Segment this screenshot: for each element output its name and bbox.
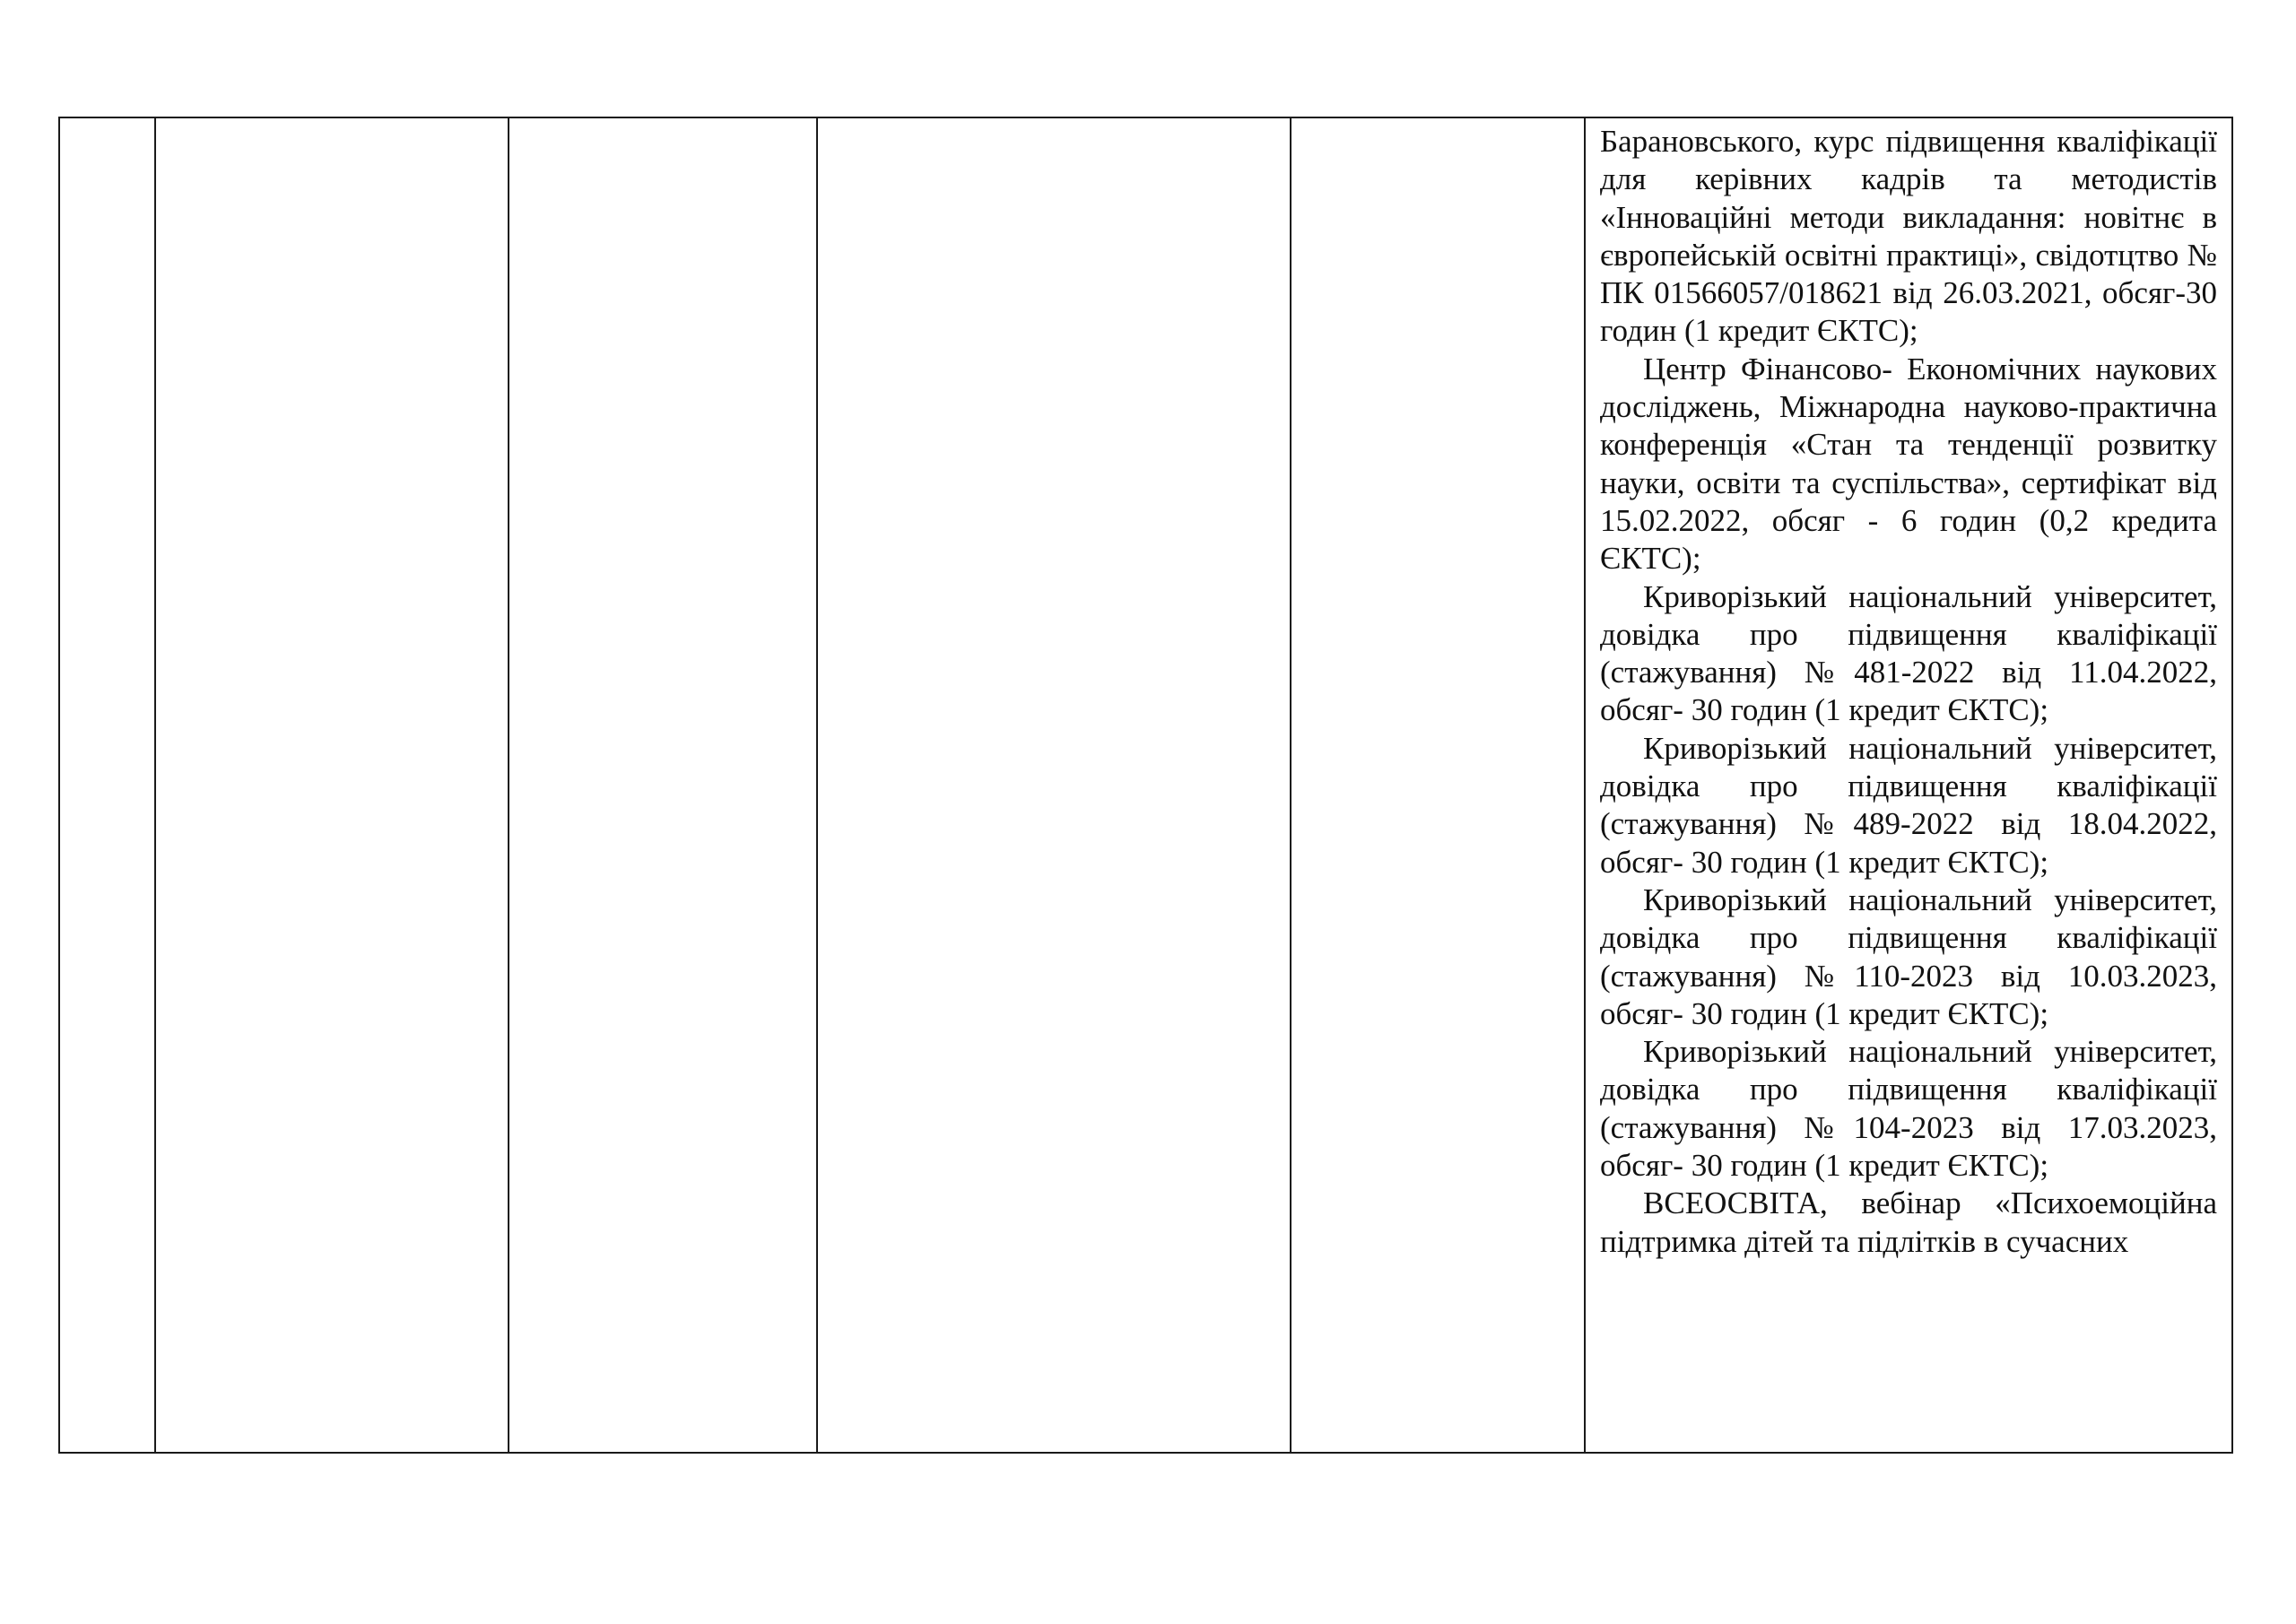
table-column-4 [818,118,1292,1452]
paragraph-baranovsky-course: Барановського, курс підвищення кваліфікації для керівних кадрів та методистів «Інноваційні методи викладання: новітнє в європейській освітні практиці», свідотцтво № ПК 01566057/018621 від 26.03.2021, обсяг-30 годин (1 кредит ЄКТС); [1600,124,2217,349]
qualification-table [58,117,2233,1454]
table-column-2 [156,118,509,1452]
paragraph-vseosvita-webinar: ВСЕОСВІТА, вебінар «Психоемоційна підтримка дітей та підлітків в сучасних [1600,1185,2217,1259]
table-column-5 [1292,118,1586,1452]
paragraph-knu-104-2023: Криворізький національний університет, довідка про підвищення кваліфікації (стажування) №104-2023 від 17.03.2023, обсяг- 30 годин (1 кредит ЄКТС); [1600,1034,2217,1184]
table-column-1 [60,118,156,1452]
paragraph-financial-economic-center: Центр Фінансово- Економічних наукових досліджень, Міжнародна науково-практична конференція «Стан та тенденції розвитку науки, освіти та суспільства», сертифікат від 15.02.2022, обсяг - 6 годин (0,2 кредита ЄКТС); [1600,351,2217,577]
table-column-6-qualification-details [1586,118,2231,1452]
paragraph-knu-489-2022: Криворізький національний університет, довідка про підвищення кваліфікації (стажування) №489-2022 від 18.04.2022, обсяг- 30 годин (1 кредит ЄКТС); [1600,730,2217,880]
cell-text [1600,123,2217,1261]
paragraph-knu-110-2023: Криворізький національний університет, довідка про підвищення кваліфікації (стажування) №110-2023 від 10.03.2023, обсяг- 30 годин (1 кредит ЄКТС); [1600,881,2217,1031]
paragraph-knu-481-2022: Криворізький національний університет, довідка про підвищення кваліфікації (стажування) №481-2022 від 11.04.2022, обсяг- 30 годин (1 кредит ЄКТС); [1600,578,2217,728]
table-column-3 [509,118,818,1452]
